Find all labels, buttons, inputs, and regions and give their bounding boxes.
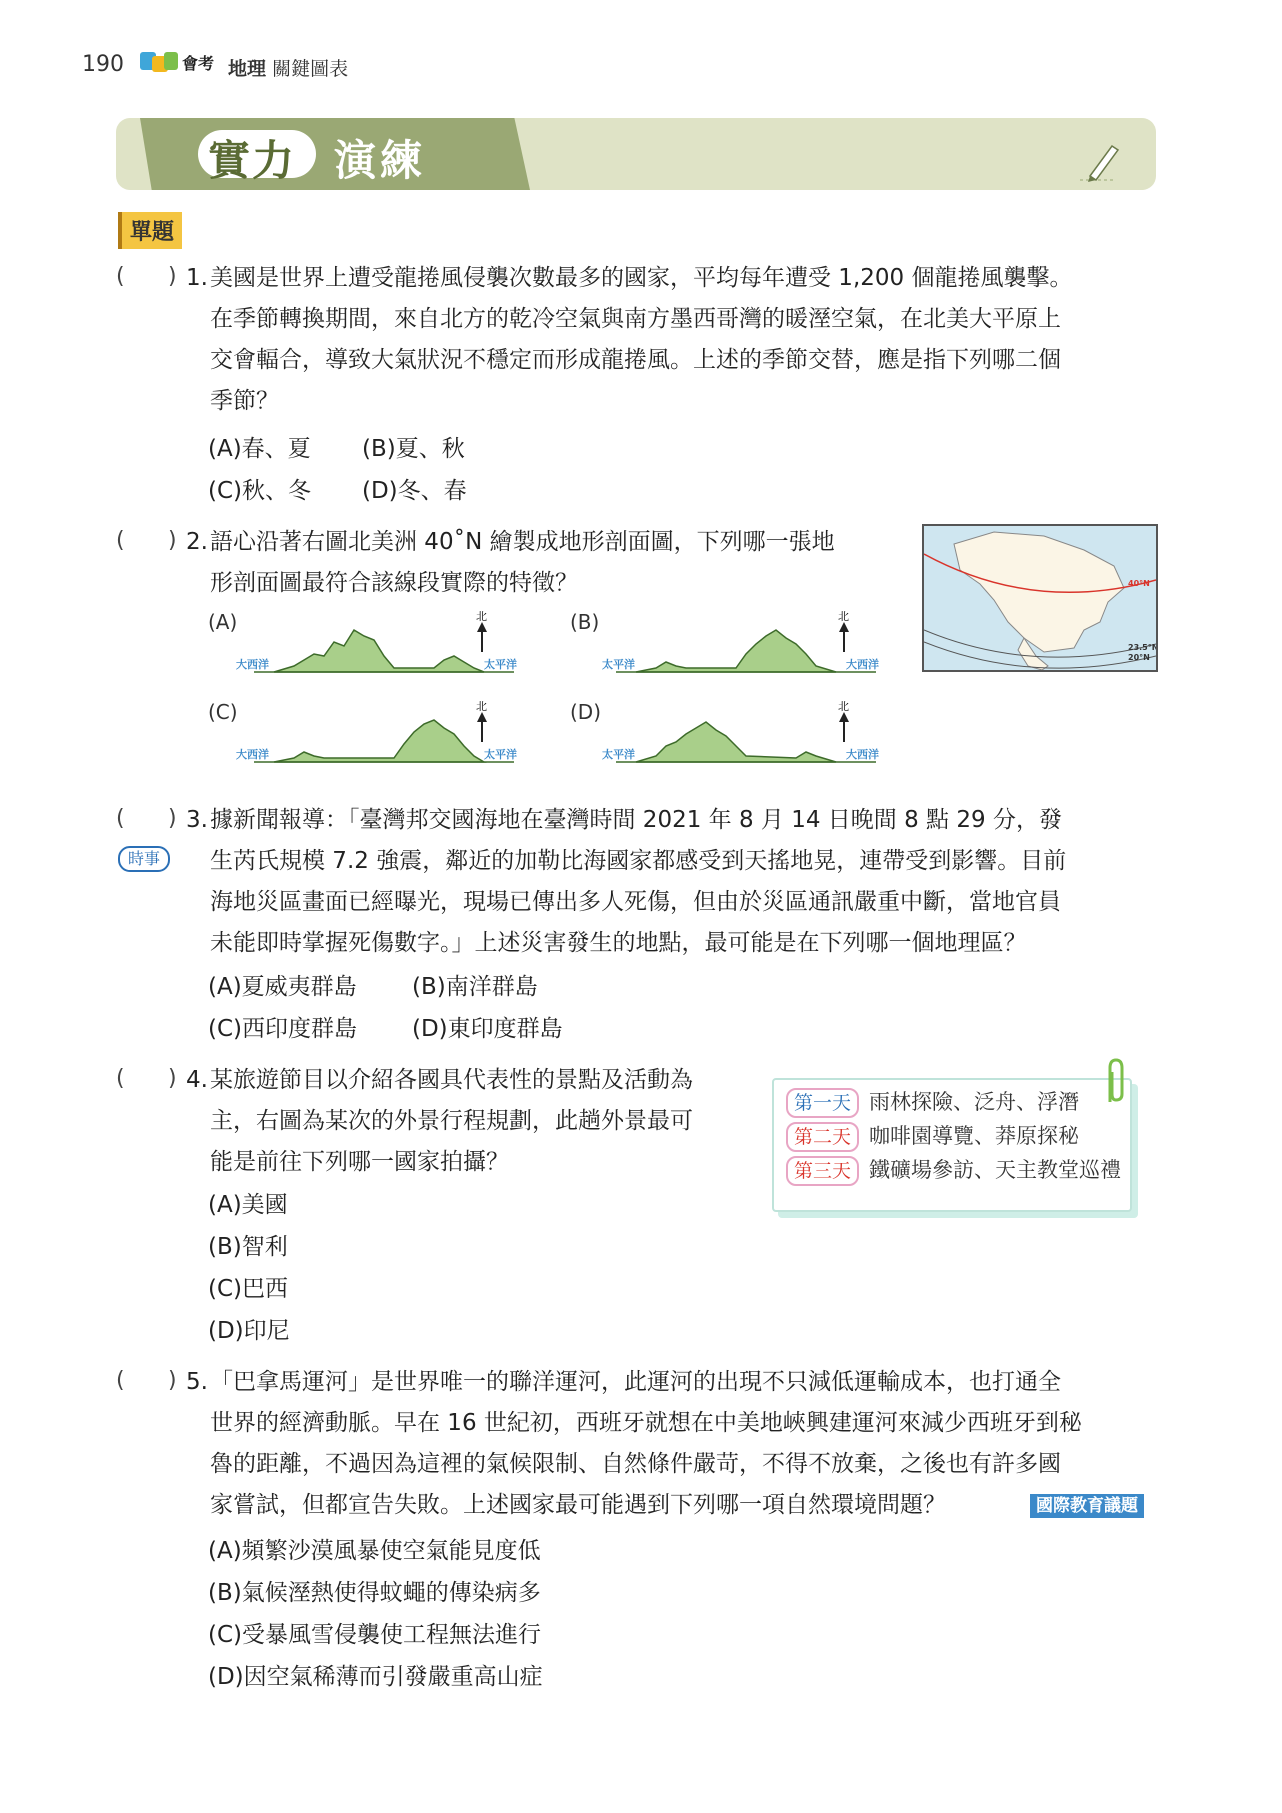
question-4-option-b[interactable]: (B)智利 (208, 1234, 288, 1260)
profile-a-graphic (234, 610, 524, 680)
question-1-option-b[interactable]: (B)夏、秋 (362, 436, 465, 462)
answer-paren-open-1: ( (116, 264, 125, 289)
question-1-option-d[interactable]: (D)冬、春 (362, 478, 467, 504)
banner-title-part1: 實力 (208, 136, 297, 185)
current-events-tag: 時事 (118, 846, 170, 872)
question-3-line-2: 生芮氏規模 7.2 強震，鄰近的加勒比海國家都感受到天搖地晃，連帶受到影響。目前 (210, 848, 1067, 874)
question-1-line-4: 季節？ (210, 388, 279, 414)
question-1-option-c[interactable]: (C)秋、冬 (208, 478, 312, 504)
profile-d-graphic (596, 700, 886, 770)
question-number-3: 3. (186, 807, 208, 833)
question-3-line-1: 據新聞報導：「臺灣邦交國海地在臺灣時間 2021 年 8 月 14 日晚間 8 點 29 分，發 (210, 807, 1062, 833)
answer-paren-close-5: ) (168, 1368, 177, 1393)
section-label-single: 單題 (118, 212, 182, 249)
profile-b-graphic (596, 610, 886, 680)
north-america-map (922, 524, 1158, 672)
question-number-5: 5. (186, 1369, 208, 1395)
paperclip-icon (1102, 1058, 1128, 1106)
question-4-line-2: 主，右圖為某次的外景行程規劃，此趟外景最可 (210, 1108, 693, 1134)
profile-b-right: 大西洋 (846, 658, 879, 671)
question-4-line-1: 某旅遊節目以介紹各國具代表性的景點及活動為 (210, 1067, 693, 1093)
question-2-line-1: 語心沿著右圖北美洲 40˚N 繪製成地形剖面圖，下列哪一張地 (210, 529, 835, 555)
answer-paren-close-1: ) (168, 264, 177, 289)
itinerary-row-3 (786, 1154, 1121, 1186)
question-3-option-c[interactable]: (C)西印度群島 (208, 1016, 358, 1042)
book-title: 關鍵圖表 (272, 58, 349, 80)
page-number: 190 (82, 52, 124, 77)
question-5-option-b[interactable]: (B)氣候溼熱使得蚊蠅的傳染病多 (208, 1580, 541, 1606)
profile-c-north: 北 (476, 700, 487, 713)
profile-d-north: 北 (838, 700, 849, 713)
question-number-2: 2. (186, 529, 208, 555)
question-5-option-a[interactable]: (A)頻繁沙漠風暴使空氣能見度低 (208, 1538, 541, 1564)
itinerary-day-3: 第三天 (786, 1156, 859, 1186)
map-label-23n: 23.5°N (1128, 643, 1156, 652)
profile-b-north: 北 (838, 610, 849, 623)
question-number-1: 1. (186, 265, 208, 291)
itinerary-activity-2: 咖啡園導覽、莽原探秘 (869, 1124, 1080, 1148)
book-logo (138, 48, 220, 76)
question-2-option-d[interactable]: (D) (570, 700, 602, 724)
itinerary-row-1 (786, 1086, 1079, 1118)
question-4-option-c[interactable]: (C)巴西 (208, 1276, 289, 1302)
question-5-line-2: 世界的經濟動脈。早在 16 世紀初，西班牙就想在中美地峽興建運河來減少西班牙到秘 (210, 1410, 1082, 1436)
profile-c-right: 太平洋 (484, 748, 517, 761)
map-label-40n: 40°N (1128, 579, 1150, 588)
profile-d-right: 大西洋 (846, 748, 879, 761)
banner-title-part2: 演練 (334, 136, 427, 185)
question-1-line-1: 美國是世界上遭受龍捲風侵襲次數最多的國家，平均每年遭受 1,200 個龍捲風襲擊。 (210, 265, 1073, 291)
answer-paren-close-4: ) (168, 1066, 177, 1091)
question-1-option-a[interactable]: (A)春、夏 (208, 436, 311, 462)
itinerary-note (772, 1072, 1146, 1214)
question-5-option-d[interactable]: (D)因空氣稀薄而引發嚴重高山症 (208, 1664, 543, 1690)
profile-a-right: 太平洋 (484, 658, 517, 671)
question-5-line-1: 「巴拿馬運河」是世界唯一的聯洋運河，此運河的出現不只減低運輸成本，也打通全 (210, 1369, 1061, 1395)
question-1-line-2: 在季節轉換期間，來自北方的乾冷空氣與南方墨西哥灣的暖溼空氣，在北美大平原上 (210, 306, 1061, 332)
question-4-line-3: 能是前往下列哪一國家拍攝？ (210, 1149, 509, 1175)
map-label-20n: 20°N (1128, 653, 1150, 662)
question-4-option-a[interactable]: (A)美國 (208, 1192, 288, 1218)
profile-a-north: 北 (476, 610, 487, 623)
profile-c-graphic (234, 700, 524, 770)
itinerary-activity-1: 雨林探險、泛舟、浮潛 (869, 1090, 1080, 1114)
question-3-option-d[interactable]: (D)東印度群島 (412, 1016, 563, 1042)
answer-paren-open-3: ( (116, 806, 125, 831)
itinerary-day-2: 第二天 (786, 1122, 859, 1152)
profile-d-left: 太平洋 (602, 748, 635, 761)
question-4-option-d[interactable]: (D)印尼 (208, 1318, 290, 1344)
question-5-line-4: 家嘗試，但都宣告失敗。上述國家最可能遇到下列哪一項自然環境問題？ (210, 1492, 946, 1518)
question-2-option-a[interactable]: (A) (208, 610, 238, 634)
profile-c-left: 大西洋 (236, 748, 269, 761)
international-education-tag: 國際教育議題 (1030, 1494, 1144, 1518)
question-3-line-3: 海地災區畫面已經曝光，現場已傳出多人死傷，但由於災區通訊嚴重中斷，當地官員 (210, 889, 1061, 915)
answer-paren-open-5: ( (116, 1368, 125, 1393)
question-1-line-3: 交會輻合，導致大氣狀況不穩定而形成龍捲風。上述的季節交替，應是指下列哪二個 (210, 347, 1061, 373)
answer-paren-open-4: ( (116, 1066, 125, 1091)
header-title (228, 54, 348, 81)
question-2-line-2: 形剖面圖最符合該線段實際的特徵？ (210, 570, 578, 596)
question-3-option-a[interactable]: (A)夏威夷群島 (208, 974, 357, 1000)
itinerary-row-2 (786, 1120, 1079, 1152)
subject-label: 地理 (228, 58, 267, 80)
profile-a-left: 大西洋 (236, 658, 269, 671)
question-3-option-b[interactable]: (B)南洋群島 (412, 974, 538, 1000)
itinerary-day-1: 第一天 (786, 1088, 859, 1118)
question-3-line-4: 未能即時掌握死傷數字。」上述災害發生的地點，最可能是在下列哪一個地理區？ (210, 930, 1027, 956)
answer-paren-close-2: ) (168, 528, 177, 553)
question-2-option-b[interactable]: (B) (570, 610, 600, 634)
question-2-option-c[interactable]: (C) (208, 700, 238, 724)
question-5-line-3: 魯的距離，不過因為這裡的氣候限制、自然條件嚴苛，不得不放棄，之後也有許多國 (210, 1451, 1061, 1477)
logo-text: 會考 (182, 54, 215, 73)
answer-paren-open-2: ( (116, 528, 125, 553)
question-number-4: 4. (186, 1067, 208, 1093)
question-5-option-c[interactable]: (C)受暴風雪侵襲使工程無法進行 (208, 1622, 542, 1648)
pencil-icon (1080, 140, 1120, 184)
itinerary-activity-3: 鐵礦場參訪、天主教堂巡禮 (869, 1158, 1122, 1182)
map-graphic (924, 526, 1156, 670)
profile-b-left: 太平洋 (602, 658, 635, 671)
answer-paren-close-3: ) (168, 806, 177, 831)
